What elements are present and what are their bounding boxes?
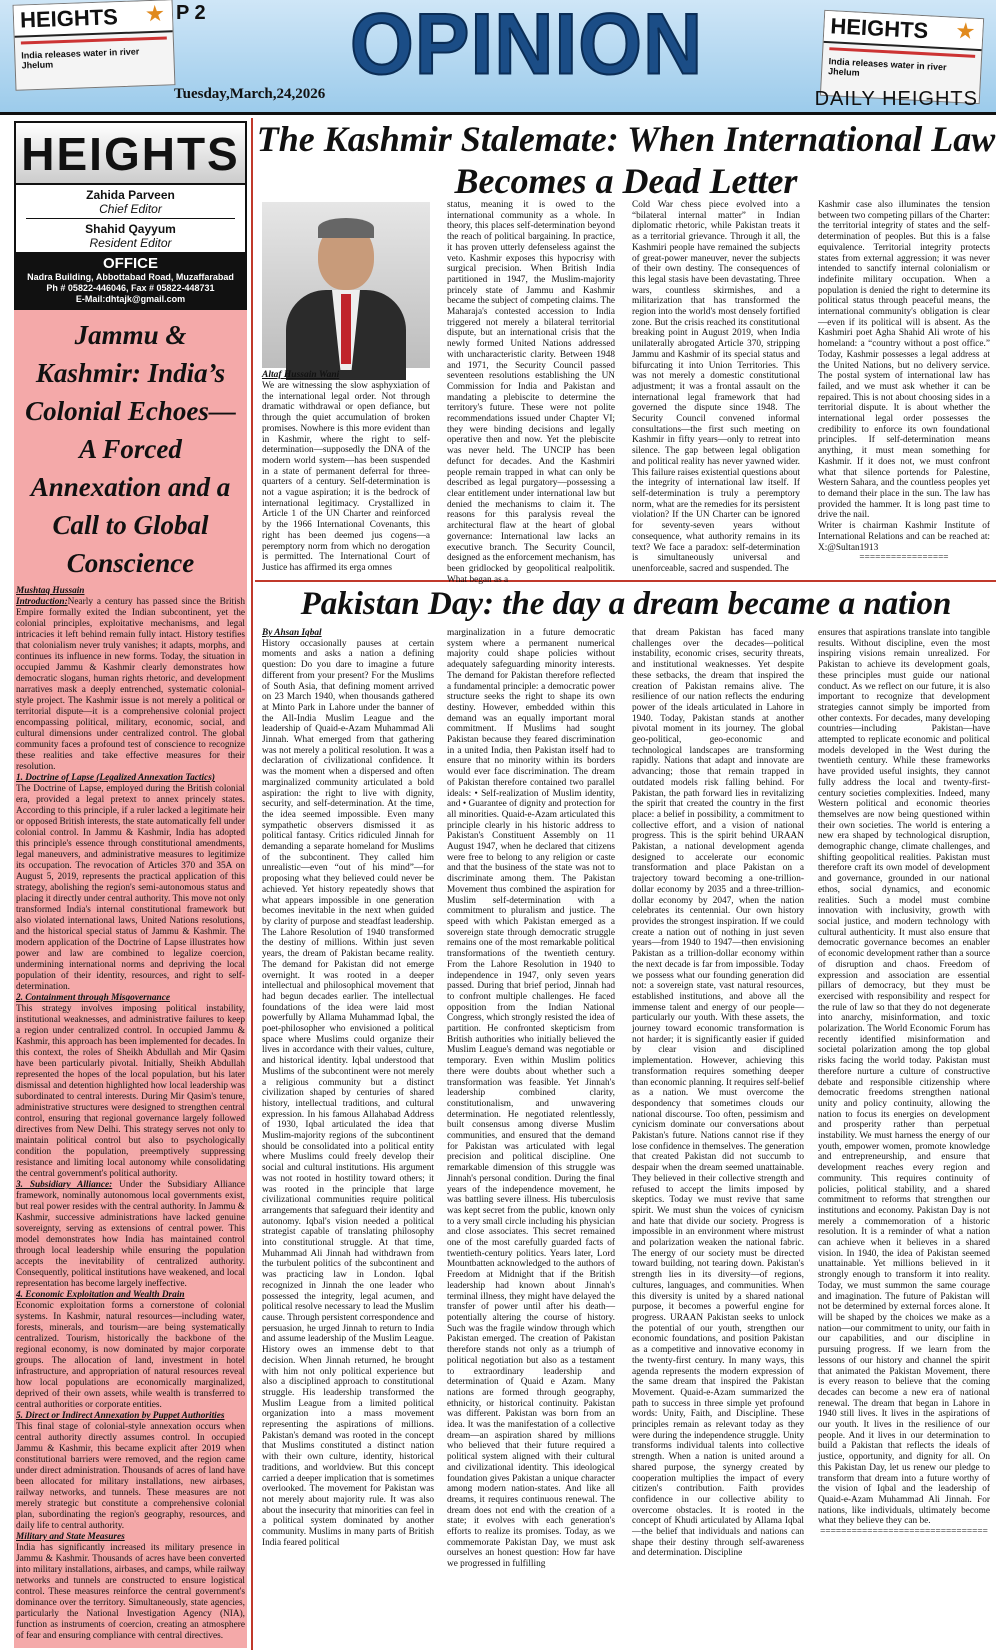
author-photo bbox=[262, 202, 430, 368]
article2-column-2: marginalization in a future democratic system where a permanent numerical majority could shape policies without adequately safeguarding minority interests. The demand for Pakistan therefore reflected a fundamental principle: a democratic power structure seeks the right to shape its own destiny. However, embedded within this demand was an equally important moral commitment. If Muslims had sought Pakistan because they feared discrimination in a united India, then Pakistan itself had to ensure that no minority within its borders would ever face discrimination. The dream of Pakistan therefore contained two parallel ideals: • Self-realization of Muslim identity, and • Guarantee of dignity and protection for all minorities. Quaid-e-Azam articulated this principle clearly in his historic address to Pakistan's Constituent Assembly on 11 August 1947, when he declared that citizens were free to belong to any religion or caste and that the business of the state was not to discriminate among them. The Pakistan Movement thus combined the aspiration for Muslim self-determination with a commitment to pluralism and justice. The speed with which Pakistan emerged as a sovereign state through democratic struggle remains one of the most remarkable political transformations of the twentieth century. From the Lahore Resolution in 1940 to independence in 1947, only seven years passed. During that brief period, Jinnah had to confront multiple challenges. He faced opposition from the Indian National Congress, which strongly resisted the idea of partition. He confronted skepticism from British authorities who initially believed the Muslim League's demand was negotiable or temporary. Even within Muslim politics there were doubts about whether such a transformation was feasible. Yet Jinnah's leadership combined clarity, constitutionalism, and unwavering determination. He negotiated relentlessly, built consensus among diverse Muslim communities, and ensured that the demand for Pakistan was articulated with legal precision and political discipline. One remarkable dimension of this struggle was Jinnah's personal condition. During the final years of the independence movement, he was battling severe illness. His tuberculosis was kept secret from the public, known only to a very small circle including his physician and close associates. This secret remained one of the most carefully guarded facts of twentieth-century politics. Years later, Lord Mountbatten acknowledged to the authors of Freedom at Midnight that if the British leadership had known about Jinnah's terminal illness, they might have delayed the transfer of power until after his death—potentially altering the course of history. Such was the fragile window through which Pakistan emerged. The creation of Pakistan therefore stands not only as a triumph of political negotiation but also as a testament to extraordinary leadership and determination of Quaid e Azam. Many nations are formed through geography, ethnicity, or historical continuity. Pakistan was different. Pakistan was born from an idea. It was the manifestation of a collective dream—an aspiration shared by millions who believed that their future required a political system aligned with their cultural and civilizational identity. This ideological foundation gives Pakistan a unique character among modern nation-states. And like all dreams, it requires continuous renewal. The dream does not end with the creation of a state; it evolves with each generation's efforts to realize its promises. Today, as we commemorate Pakistan Day, we must ask ourselves an honest question: How far have we progressed in fulfilling bbox=[447, 628, 615, 1570]
sidebar-intro: Introduction:Nearly a century has passed since the British Empire formally exited the Indian subcontinent, yet the colonial principles, exploitative mechanisms, and legal intricacies it left behind remain fully intact. History testifies that colonialism never truly vanishes; it adapts, morphs, and continues its influence in new forms. Today, the situation in occupied Jammu & Kashmir clearly demonstrates how democratic slogans, human rights rhetoric, and development narratives mask a deeply entrenched, systematic colonial-style project. The Kashmir issue is not merely a political or territorial dispute—it is a comprehensive colonial project encompassing political, military, economic, social, and cultural dimensions under centralized control. The global community faces a profound test of conscience to recognize these realities and take effective measures for their resolution. bbox=[16, 597, 245, 772]
section-text: The Doctrine of Lapse, employed during the British colonial era, provided a legal pretext to annex princely states. According to this principle, if a ruler lacked a legitimate heir or opposed British interests, the state automatically fell under colonial control. In Jammu & Kashmir, India has adopted this principle's essence through constitutional amendments, legal maneuvers, and administrative measures to legitimize its occupation. The revocation of Articles 370 and 35A on August 5, 2019, represents the practical application of this strategy, abolishing the region's semi-autonomous status and placing it directly under central authority. This move not only transformed India's internal constitutional framework but also violated international laws, United Nations resolutions, and the historical special status of Jammu & Kashmir. The modern application of the Doctrine of Lapse illustrates how power and law are combined to legalize coercion, undermining international norms and depriving the local population of their identity, resources, and right to self-determination. bbox=[16, 784, 246, 992]
office-box bbox=[16, 252, 245, 308]
article2-column-4-text: ensures that aspirations translate into tangible results. Without discipline, even the most inspiring visions remain unrealized. For Pakistan to achieve its development goals, these principles must guide our national conduct. As we reflect on our future, it is also important to recognize that development strategies cannot simply be imported from other contexts. For decades, many developing countries—including Pakistan—have attempted to replicate economic and political models developed in the West during the twentieth century. While these frameworks have provided useful insights, they cannot fully address the local and twenty-first-century societies complexities. Indeed, many Western political and economic theories themselves are now being questioned within their own societies. The world is entering a new era shaped by technological disruption, demographic change, climate challenges, and shifting geopolitical realities. Pakistan must therefore craft its own model of development and governance, grounded in our national ethos, social dynamics, and economic realities. Such a model must combine innovation with inclusivity, growth with social justice, and modern technology with cultural authenticity. It must also ensure that democratic governance becomes an enabler of economic development rather than a source of disruption and chaos. Freedom of expression and association are essential pillars of democracy, but they must be exercised with responsibility and respect for the rule of law so that they do not degenerate into anarchy, misinformation, and toxic polarization. The World Economic Forum has recently identified misinformation and societal polarization among the top global risks facing the world today. Pakistan must therefore nurture a culture of constructive debate and responsible citizenship where democratic freedoms strengthen national unity and policy continuity, allowing the nation to focus its energies on development and prosperity rather than perpetual instability. We must harness the energy of our youth, empower women, promote knowledge and entrepreneurship, and ensure that development reaches every region and community. This requires continuity of policies, political stability, and a shared commitment to reforms that strengthen our institutions and economy. Pakistan Day is not merely a commemoration of a historic resolution. It is a reminder of what a nation can achieve when it believes in a shared vision. In 1940, the idea of Pakistan seemed unattainable. Yet millions believed in it strongly enough to transform it into reality. Today, we must summon the same courage and imagination. The future of Pakistan will not be determined by external forces alone. It will be shaped by the choices we make as a nation—our commitment to unity, our faith in our capabilities, and our discipline in pursuing progress. If we learn from the lessons of our history and channel the spirit that animated the Pakistan Movement, there is every reason to believe that the coming decades can become a new era of national renewal. The dream that began in Lahore in 1940 still lives. It lives in the aspirations of our youth. It lives in the resilience of our people. And it lives in our determination to build a Pakistan that reflects the ideals of justice, opportunity, and dignity for all. On this Pakistan Day, let us renew our pledge to transform that dream into a future worthy of the vision of Iqbal and the leadership of Quaid-e-Azam Muhammad Ali Jinnah. For nations, like individuals, ultimately become what they believe they can be. bbox=[818, 628, 990, 1527]
issue-date: Tuesday,March,24,2026 bbox=[174, 86, 326, 102]
newspaper-thumbnail-left bbox=[13, 0, 176, 91]
article2-column-1 bbox=[262, 628, 434, 1648]
article2-column-3: that dream Pakistan has faced many challenges over the decades—political instability, economic crises, security threats, and institutional weaknesses. Yet despite these setbacks, the dream that inspired the creation of Pakistan remains alive. The resilience of our nation reflects the enduring power of the ideals articulated in Lahore in 1940. Today, Pakistan stands at another pivotal moment in its journey. The global geo-political, geo-economic and technological landscapes are transforming rapidly. Nations that adapt and innovate are advancing; those that remain trapped in outdated models risk falling behind. For Pakistan, the path forward lies in revitalizing the spirit that created the country in the first place: a belief in possibility, a commitment to collective effort, and a vision of national progress. This is the spirit behind URAAN Pakistan, a national development agenda designed to accelerate our economic transformation and place Pakistan on a trajectory toward becoming a one-trillion-dollar economy by 2035 and a three-trillion-dollar economy by 2047, when the nation celebrates its centennial. Our own history provides the strongest inspiration. If we could create a nation out of nothing in just seven years—from 1940 to 1947—then envisioning Pakistan as a trillion-dollar economy within the next decade is far from impossible. Today we possess what our founding generation did not: a sovereign state, vast natural resources, established institutions, and above all the immense talent and energy of our people—particularly our youth. With these assets, the journey toward economic transformation is not harder; it is significantly easier if guided by clear vision and disciplined implementation. However, achieving this transformation requires something deeper than economic planning. It requires self-belief as a nation. We must overcome the despondency that sometimes clouds our national discourse. Too often, pessimism and cynicism dominate our conversations about Pakistan's future. Nations cannot rise if they lose confidence in themselves. The generation that created Pakistan did not succumb to despair when the dream seemed unattainable. They believed in their collective strength and refused to accept the limits imposed by skeptics. Today we must revive that same spirit. We must shun the voices of cynicism and hate that divide our society. Progress is impossible in an environment where mistrust and polarization weaken the national fabric. The energy of our society must be directed toward building, not tearing down. Pakistan's strength lies in its diversity—of regions, cultures, languages, and communities. When this diversity is united by a shared national purpose, it becomes a powerful engine for progress. URAAN Pakistan seeks to unlock the potential of our youth, strengthen our economic foundations, and position Pakistan as a competitive and innovative economy in the twenty-first century. In many ways, this agenda represents the modern expression of the same dream that inspired the Pakistan Movement. Quaid-e-Azam summarized the path to success in three simple yet profound words: Unity, Faith, and Discipline. These principles remain as relevant today as they were during the independence struggle. Unity transforms individual talents into collective strength. When a nation is united around a shared purpose, the synergy created by cooperation multiplies the impact of every citizen's contribution. Faith provides confidence in our collective ability to overcome obstacles. It is rooted in the concept of Khudi articulated by Allama Iqbal—the belief that individuals and nations can shape their destiny through self-awareness and determination. Discipline bbox=[632, 628, 804, 1559]
section-text: This final stage of colonial-style annexation occurs when central authority directly assumes control. In occupied Jammu & Kashmir, this became explicit after 2019 when constitutional barriers were removed, and the region came under direct administration. Thousands of acres of land have been allocated for military installations, new airbases, railway networks, and tunnels. These measures are not merely strategic but constitute a comprehensive colonial plan, subordinating the region's geography, resources, and daily life to central authority. bbox=[16, 1422, 245, 1531]
masthead bbox=[0, 0, 996, 115]
article1-column-2: status, meaning it is owed to the international community as a whole. In theory, this places self-determination beyond the reach of political bargaining. In practice, it has proven utterly defenseless against the veto. Kashmir exposes this hypocrisy with surgical precision. When British India partitioned in 1947, the Muslim-majority princely state of Jammu and Kashmir became the subject of competing claims. The Maharaja's contested accession to India triggered not merely a bilateral territorial dispute, but an international crisis that the newly formed United Nations addressed with uncharacteristic clarity. Between 1948 and 1971, the Security Council passed seventeen resolutions establishing the UN Commission for India and Pakistan and mandating a plebiscite to determine the territory's future. These were not polite recommendations issued under Chapter VI; they were binding decisions and legally operative then and now. Yet the plebiscite was never held. The UNCIP has been defunct for decades. And the Kashmiri people remain trapped in what can only be described as legal purgatory—possessing a clear entitlement under international law but denied the mechanisms to claim it. The reasons for this paralysis reveal the architectural flaw at the heart of global governance: International law lacks an executive branch. The Security Council, designed as the enforcement mechanism, has been gridlocked by geopolitical realpolitik. What began as a bbox=[447, 200, 615, 585]
section-text: Economic exploitation forms a cornerstone of colonial systems. In Kashmir, natural resources—including water, forests, minerals, and tourism—are being systematically centralized. Tourism, historically the backbone of the regional economy, is now dominated by major corporate groups. The allocation of land, investment in hotel infrastructure, and appropriation of natural resources reveal how local populations are economically marginalized, deprived of their own assets, while wealth is transferred to central authorities or corporate entities. bbox=[16, 1301, 245, 1410]
section-title: OPINION bbox=[350, 0, 704, 93]
page-number: P 2 bbox=[176, 2, 206, 24]
article1-column-3: Cold War chess piece evolved into a “bilateral internal matter” in Indian diplomatic rhetoric, while Pakistan treats it as a territorial grievance. Through it all, the Kashmiri people have remained the subjects of great-power maneuver, never the subjects of their own destiny. The consequences of this legal stasis have been devastating. Three wars, countless skirmishes, and a militarization that has transformed the region into the world's most densely fortified zone. But the crisis reached its constitutional breaking point in August 2019, when India unilaterally abrogated Article 370, stripping Jammu and Kashmir of its special status and bifurcating it into Union Territories. This was not merely a domestic constitutional adjustment; it was a frontal assault on the international legal framework that had governed the dispute since 1948. The Security Council convened informal consultations—the first such meeting on Kashmir in fifty years—only to retreat into silence. The gap between legal obligation and political reality has never yawned wider. This failure raises existential questions about the integrity of international law itself. If self-determination is truly a peremptory norm, what are the remedies for its persistent violation? If the UN Charter can be ignored for seventy-seven years without consequence, what authority remains in its text? We face a paradox: self-determination is simultaneously universal and unenforceable, sacred and suspended. The bbox=[632, 200, 800, 574]
sidebar bbox=[14, 121, 247, 1648]
article2-byline: By Ahsan Iqbal bbox=[262, 628, 322, 638]
section-heading: 4. Economic Exploitation and Wealth Drain bbox=[16, 1290, 185, 1300]
thumbnail-headline: India releases water in river Jhelum bbox=[827, 56, 947, 78]
sidebar-headline: Jammu & Kashmir: India’s Colonial Echoes—A Forced Annexation and a Call to Global Conscience bbox=[25, 320, 236, 578]
article1-column-4 bbox=[818, 200, 990, 579]
resident-editor-role: Resident Editor bbox=[89, 236, 172, 250]
editorial-info-box bbox=[14, 121, 247, 310]
office-phone: Ph # 05822-446046, Fax # 05822-448731 bbox=[46, 283, 215, 293]
article1-column-4-text: Kashmir case also illuminates the tension between two competing pillars of the Charter: the territorial integrity of states and the self-determination of peoples. But this is a false equivalence. Territorial integrity protects states from external aggression; it was never intended to sanctify internal colonialism or indefinite military occupation. When a population is denied the right to determine its political status through peaceful means, the international community's obligation is clear—even if its political will is absent. As the Kashmiri poet Agha Shahid Ali wrote of his homeland: a “country without a post office.” Today, Kashmir possesses a legal address at the United Nations, but no delivery service. The postal system of international law has failed, and we must ask whether it can be repaired. This is not about choosing sides in a territorial dispute. It is about whether the international legal order possesses the credibility to enforce its own foundational principles. If self-determination means anything, it must mean something for Kashmir. If it does not, we must confront what that silence portends for Palestine, Western Sahara, and the countless peoples yet to demand their place in the sun. The law has provided the hammer. It is long past time to drive the nail. bbox=[818, 200, 990, 521]
thumbnail-headline: India releases water in river Jhelum bbox=[21, 46, 140, 71]
paper-name: DAILY HEIGHTS bbox=[814, 88, 978, 110]
section-heading: 5. Direct or Indirect Annexation by Puppet Authorities bbox=[16, 1411, 225, 1421]
end-mark: ================= bbox=[859, 553, 949, 564]
article2-headline: Pakistan Day: the day a dream became a nation bbox=[300, 586, 952, 622]
section-heading: 2. Containment through Misgovernance bbox=[16, 993, 170, 1003]
office-email: E-Mail:dhtajk@gmail.com bbox=[75, 294, 186, 304]
sidebar-article-body bbox=[14, 586, 247, 1642]
article1-byline: Altaf Hussain Wani bbox=[262, 370, 340, 380]
section-text: This strategy involves imposing political instability, institutional weaknesses, and administrative failures to keep a region under centralized control. In occupied Jammu & Kashmir, this approach has been implemented for decades. In this context, the roles of Sheikh Abdullah and Mir Qasim have been particularly pivotal. Initially, Sheikh Abdullah represented the hopes of the local population, but his later dismissal and detention highlighted how local leadership was subordinated to central interests. During Mir Qasim's tenure, administrative structures were designed to strengthen central control, ensuring that regional governance largely followed directives from New Delhi. This strategy serves not only to maintain political control but also to psychologically condition the population, preemptively suppressing resistance and limiting local autonomy while consolidating the central government's political authority. bbox=[16, 1004, 245, 1179]
office-title: OFFICE bbox=[103, 255, 158, 272]
article2-column-4 bbox=[818, 628, 990, 1648]
office-address: Nadra Building, Abbottabad Road, Muzaffarabad bbox=[27, 272, 234, 282]
section-heading: Military and State Measures bbox=[16, 1532, 125, 1542]
sidebar-byline: Mushtaq Hussain bbox=[16, 586, 85, 596]
column-divider bbox=[251, 118, 253, 1650]
heights-logo: HEIGHTS bbox=[16, 123, 245, 185]
thumbnail-title: HEIGHTS bbox=[824, 11, 983, 51]
section-text: India has significantly increased its military presence in Jammu & Kashmir. Thousands of acres have been converted into military installations, airbases, and camps, while railway networks and tunnels are constructed to ensure logistical control. These measures reinforce the central government's dominance over the territory. Simultaneously, state agencies, particularly the National Investigation Agency (NIA), function as instruments of coercion, creating an atmosphere of fear and ensuring compliance with central directives. bbox=[16, 1543, 245, 1641]
article1-column-1: We are witnessing the slow asphyxiation of the international legal order. Not through dramatic withdrawal or open defiance, but through the quiet accumulation of broken promises. Nowhere is this more evident than in Kashmir, where the right to self-determination—supposedly the DNA of the modern world system—has been suspended in a state of permanent deferral for three-quarters of a century. Self-determination is not a vague aspiration; it is the bedrock of international legitimacy. Crystallized in Article 1 of the UN Charter and reinforced by the 1966 International Covenants, this right has been deemed jus cogens—a peremptory norm from which no derogation is permitted. The International Court of Justice has affirmed its erga omnes bbox=[262, 381, 430, 573]
chief-editor-name: Zahida Parveen bbox=[86, 188, 175, 202]
chief-editor-role: Chief Editor bbox=[26, 202, 235, 219]
end-mark: ================================ bbox=[820, 1527, 988, 1538]
thumbnail-title: HEIGHTS bbox=[14, 0, 173, 37]
article-divider bbox=[255, 580, 996, 582]
section-text: 3. Subsidiary Alliance: Under the Subsidiary Alliance framework, nominally autonomous local governments exist, but real power resides with the central authority. In Jammu & Kashmir, successive administrations have lacked genuine sovereignty, serving as extensions of central power. This model demonstrates how India has maintained control through local leadership while ensuring the population accepts the inevitability of centralized authority. Consequently, political institutions have weakened, and local representation has become largely ineffective. bbox=[16, 1180, 246, 1289]
article1-headline: The Kashmir Stalemate: When International Law Becomes a Dead Letter bbox=[256, 119, 996, 201]
article2-column-1-text: History occasionally pauses at certain moments and asks a nation a defining question: Do you dare to imagine a future different from your present? For the Muslims of South Asia, that defining moment arrived on 23 March 1940, when thousands gathered at Minto Park in Lahore under the banner of the All-India Muslim League and the leadership of Quaid-e-Azam Muhammad Ali Jinnah. What emerged from that gathering was not merely a political resolution. It was a declaration of civilizational confidence. It was the moment when a dispersed and often marginalized community articulated a bold aspiration: the right to live with dignity, security, and self-determination. At the time, the idea seemed impossible. Even many sympathetic observers dismissed it as political fantasy. Critics ridiculed Jinnah for demanding a separate homeland for Muslims of the subcontinent. They called him unrealistic—even “out of his mind”—for proposing what they believed could never be achieved. Yet history repeatedly shows that what appears impossible in one generation becomes inevitable in the next when guided by clarity of purpose and steadfast leadership. The Lahore Resolution of 1940 transformed the destiny of millions. Within just seven years, the dream of Pakistan became reality. The demand for Pakistan did not emerge overnight. It was rooted in a deeper intellectual and philosophical movement that had begun decades earlier. The intellectual foundations of the idea were laid most powerfully by Allama Muhammad Iqbal, the poet-philosopher who envisioned a political space where Muslims could organize their lives in accordance with their values, culture, and historical identity. Iqbal understood that Muslims of the subcontinent were not merely a religious community but a distinct civilization shaped by centuries of shared history, intellectual traditions, and cultural expression. In his famous Allahabad Address of 1930, Iqbal articulated the idea that Muslim-majority regions of the subcontinent should be consolidated into a political entity where Muslims could freely develop their social and cultural institutions. His argument was not rooted in hostility toward others; it was rooted in the principle that large civilizational communities require political arrangements that safeguard their identity and autonomy. Iqbal's vision needed a political strategist capable of translating philosophy into constitutional struggle. At that time, Muhammad Ali Jinnah had withdrawn from the turbulent politics of the subcontinent and was practicing law in London. Iqbal recognized in Jinnah the one leader who possessed the integrity, legal acumen, and political resolve necessary to lead the Muslim cause. Through persistent correspondence and persuasion, he urged Jinnah to return to India and assume leadership of the Muslim League. History owes an immense debt to that decision. When Jinnah returned, he brought with him not only political experience but also a disciplined approach to constitutional struggle. His leadership transformed the Muslim League from a limited political organization into a mass movement representing the aspirations of millions. Pakistan's demand was rooted in the concept that Muslims constituted a distinct nation with their own culture, identity, historical traditions, and worldview. But this concept carried a deeper implication that is sometimes overlooked. The movement for Pakistan was not merely about majority rule. It was also about the insecurity that minorities can feel in a political system dominated by another community. Muslims in many parts of British India feared political bbox=[262, 638, 434, 1548]
author-note: Writer is chairman Kashmir Institute of International Relations and can be reached at: X:@Sultan1913 bbox=[818, 521, 990, 553]
resident-editor-name: Shahid Qayyum bbox=[85, 222, 176, 236]
section-heading: 1. Doctrine of Lapse (Legalized Annexation Tactics) bbox=[16, 773, 215, 783]
